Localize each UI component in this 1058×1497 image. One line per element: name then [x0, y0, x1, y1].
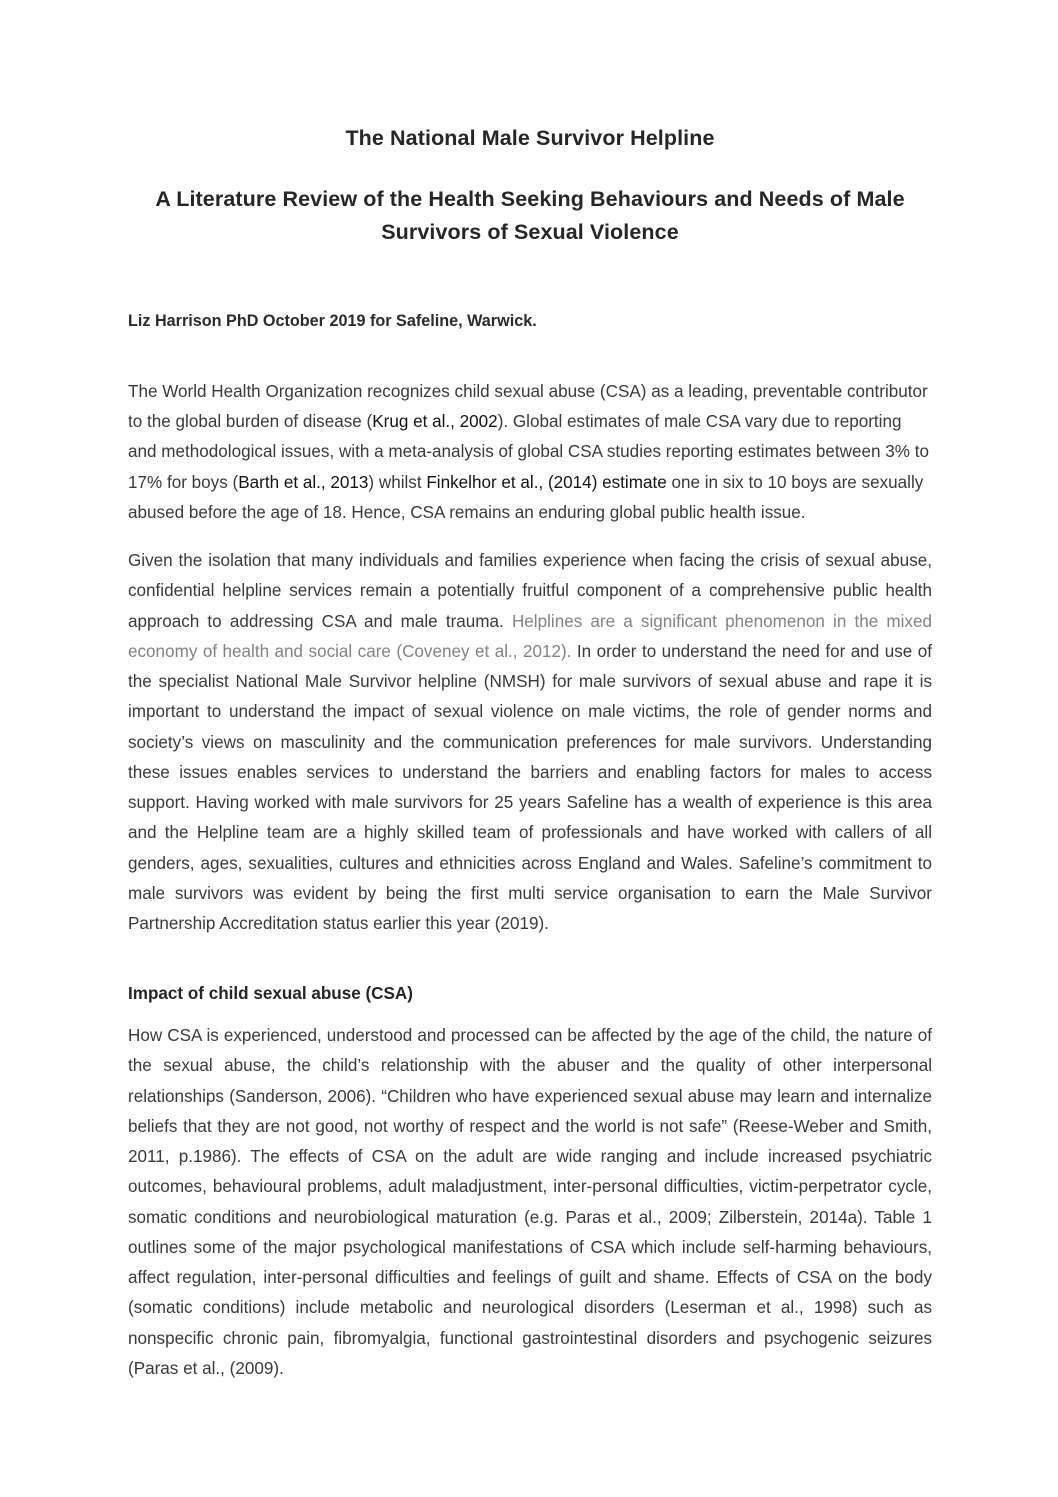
paragraph-helpline-text-2: In order to understand the need for and use of the specialist National Male Survivor helpline (NMSH) for male survivors of sexual abuse and rape it is important to understand the impact of sexual violence on male victims, the role of gender norms and society’s views on masculinity and the communication preferences for male survivors. Understanding these issues enables services to understand the barriers and enabling factors for males to access support. Having worked with male survivors for 25 years Safeline has a wealth of experience is this area and the Helpline team are a highly skilled team of professionals and have worked with callers of all genders, ages, sexualities, cultures and ethnicities across England and Wales. Safeline’s commitment to male survivors was evident by being the first multi service organisation to earn the Male Survivor Partnership Accreditation status earlier this year (2019). [128, 641, 932, 934]
paragraph-helpline-faded-run: Helplines are a significant phenomenon in the mixed economy of health and social care (Coveney et al., 2012). [128, 611, 932, 661]
citation-krug-2002: Krug et al., 2002 [372, 412, 498, 432]
paragraph-intro-text-2: ). Global estimates of male CSA vary due to reporting and methodological issues, with a meta-analysis of global CSA studies reporting estimates between 3% to 17% for boys ( [128, 412, 929, 492]
paragraph-intro [128, 333, 932, 528]
citation-barth-2013: Barth et al., 2013 [238, 472, 369, 492]
paragraph-intro-text-1: The World Health Organization recognizes child sexual abuse (CSA) as a leading, preventable contributor to the global burden of disease ( [128, 381, 928, 432]
paragraph-helpline-context [128, 528, 932, 939]
paragraph-impact-of-csa: How CSA is experienced, understood and processed can be affected by the age of the child, the nature of the sexual abuse, the child’s relationship with the abuser and the quality of other interpersonal relationships (Sanderson, 2006). “Children who have experienced sexual abuse may learn and internalize beliefs that they are not good, not worthy of respect and the world is not safe” (Reese-Weber and Smith, 2011, p.1986). The effects of CSA on the adult are wide ranging and include increased psychiatric outcomes, behavioural problems, adult maladjustment, inter-personal difficulties, victim-perpetrator cycle, somatic conditions and neurobiological maturation (e.g. Paras et al., 2009; Zilberstein, 2014a). Table 1 outlines some of the major psychological manifestations of CSA which include self-harming behaviours, affect regulation, inter-personal difficulties and feelings of guilt and shame. Effects of CSA on the body (somatic conditions) include metabolic and neurological disorders (Leserman et al., 1998) such as nonspecific chronic pain, fibromyalgia, functional gastrointestinal disorders and psychogenic seizures (Paras et al., (2009). [128, 1026, 932, 1378]
page-title: The National Male Survivor Helpline [345, 126, 715, 150]
citation-finkelhor-2014: Finkelhor et al., (2014) estimate [426, 472, 667, 492]
paragraph-intro-text-3: ) whilst [368, 472, 427, 492]
document-content-column [128, 0, 932, 1384]
paragraph-intro-text-4: one in six to 10 boys are sexually abused before the age of 18. Hence, CSA remains an enduring global public health issue. [128, 472, 924, 522]
paragraph-helpline-text-1: Given the isolation that many individuals and families experience when facing the crisis of sexual abuse, confidential helpline services remain a potentially fruitful component of a comprehensive public health approach to addressing CSA and male trauma. [128, 551, 932, 631]
page-subtitle: A Literature Review of the Health Seeking Behaviours and Needs of Male Survivors of Sexual Violence [155, 186, 905, 244]
section-heading-impact-of-csa: Impact of child sexual abuse (CSA) [128, 984, 413, 1004]
author-byline: Liz Harrison PhD October 2019 for Safeline, Warwick. [128, 312, 537, 331]
